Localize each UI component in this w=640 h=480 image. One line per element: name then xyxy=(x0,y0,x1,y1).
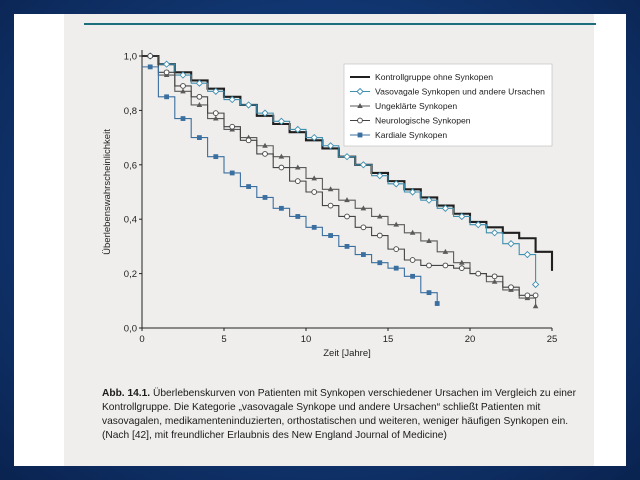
y-tick-label: 0,8 xyxy=(123,105,137,117)
series-marker xyxy=(410,274,415,279)
series-marker xyxy=(263,152,268,157)
x-tick-label: 5 xyxy=(221,334,227,345)
y-tick-label: 0,6 xyxy=(123,160,137,172)
series-marker xyxy=(246,102,252,108)
series-marker xyxy=(213,154,218,159)
series-marker xyxy=(312,225,317,230)
series-marker xyxy=(377,233,382,238)
y-tick-label: 1,0 xyxy=(123,51,137,63)
series-marker xyxy=(533,293,538,298)
series-marker xyxy=(427,290,432,295)
series-marker xyxy=(345,214,350,219)
series-marker xyxy=(361,252,366,257)
series-marker xyxy=(533,303,539,308)
series-marker xyxy=(181,84,186,89)
caption-label: Abb. 14.1. xyxy=(102,388,151,399)
series-marker xyxy=(443,263,448,268)
x-tick-label: 20 xyxy=(464,334,476,345)
x-tick-label: 25 xyxy=(546,334,558,345)
series-marker xyxy=(360,162,366,168)
caption-text: Überlebenskurven von Patienten mit Synkopen verschiedener Ursachen im Vergleich zu einer Kontrollgruppe. Die Kategorie „vasovagale Synkope und andere Ursachen“ schließt Patienten mit vasovagalen, medikamenteninduzierten, orthostatischen und weiteren, weniger häufigen Synkopen ein. (Nach [42], mit freundlicher Erlaubnis des New England Journal of Medicine) xyxy=(102,388,576,441)
series-marker xyxy=(394,247,399,252)
series-marker xyxy=(509,285,514,290)
series-marker xyxy=(246,138,251,143)
series-marker xyxy=(295,179,300,184)
series-marker xyxy=(492,230,498,236)
series-marker xyxy=(328,233,333,238)
series-marker xyxy=(230,124,235,129)
series-marker xyxy=(345,244,350,249)
legend xyxy=(344,64,552,146)
series-marker xyxy=(246,184,251,189)
series-marker xyxy=(197,94,202,99)
series-marker xyxy=(164,94,169,99)
series-marker xyxy=(230,171,235,176)
series-marker xyxy=(533,281,539,287)
series-marker xyxy=(344,154,350,160)
series-marker xyxy=(394,266,399,271)
y-tick-label: 0,0 xyxy=(123,323,137,335)
x-tick-label: 10 xyxy=(300,334,312,345)
legend-label: Kontrollgruppe ohne Synkopen xyxy=(375,72,494,82)
series-marker xyxy=(312,190,317,195)
legend-label: Kardiale Synkopen xyxy=(375,130,448,140)
series-marker xyxy=(328,203,333,208)
slide xyxy=(14,14,626,466)
series-marker xyxy=(148,64,153,69)
series-marker xyxy=(476,271,481,276)
legend-label: Neurologische Synkopen xyxy=(375,115,471,126)
y-axis-label: Überlebenswahrscheinlichkeit xyxy=(102,129,113,255)
series-marker xyxy=(279,206,284,211)
x-tick-label: 15 xyxy=(382,334,394,345)
y-tick-label: 0,2 xyxy=(123,269,137,281)
series-marker xyxy=(279,165,284,170)
series-marker xyxy=(435,301,440,306)
figure-caption xyxy=(102,387,580,443)
series-marker xyxy=(492,274,497,279)
series-marker xyxy=(148,54,153,59)
survival-chart xyxy=(14,14,626,374)
legend-label: Vasovagale Synkopen und andere Ursachen xyxy=(375,86,545,97)
series-marker xyxy=(508,241,514,247)
series-marker xyxy=(164,61,170,67)
series-marker xyxy=(358,118,363,123)
series-marker xyxy=(525,293,530,298)
series-marker xyxy=(263,195,268,200)
series-marker xyxy=(164,70,169,75)
series-marker xyxy=(524,252,530,258)
series-marker xyxy=(213,111,218,116)
series-marker xyxy=(358,133,363,138)
series-marker xyxy=(459,266,464,271)
series-marker xyxy=(197,135,202,140)
series-marker xyxy=(361,225,366,230)
series-marker xyxy=(295,214,300,219)
x-tick-label: 0 xyxy=(139,334,145,345)
series-marker xyxy=(181,116,186,121)
legend-label: Ungeklärte Synkopen xyxy=(375,101,458,111)
series-marker xyxy=(427,263,432,268)
series-marker xyxy=(377,260,382,265)
x-axis-label: Zeit [Jahre] xyxy=(323,348,371,359)
series-marker xyxy=(410,258,415,263)
y-tick-label: 0,4 xyxy=(123,214,137,226)
